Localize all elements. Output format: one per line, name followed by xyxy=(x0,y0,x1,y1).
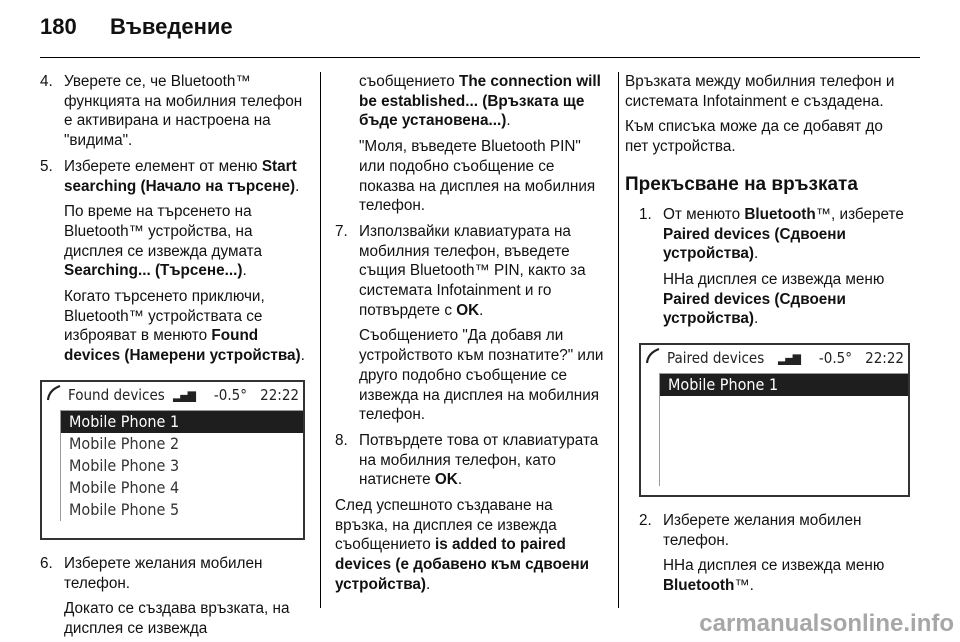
page-header xyxy=(40,12,233,42)
device-item[interactable]: Mobile Phone 4 xyxy=(69,477,180,497)
column-1 xyxy=(40,72,305,639)
step-7: 7. Използвайки клавиатурата на мобилния телефон, въведете същия Bluetooth™ PIN, както за системата Infotainment и го потвърдете с OK. xyxy=(335,222,586,319)
signal-strength-icon: ▂▄▆ xyxy=(173,387,195,402)
paragraph: По време на търсенето на Bluetooth™ устройства, на дисплея се извежда думата Searching... (Търсене...). xyxy=(64,203,262,280)
paired-devices-screen xyxy=(639,343,910,497)
phone-handset-icon xyxy=(645,347,667,371)
paragraph: съобщението The connection will be established... (Връзката ще бъде установена...). xyxy=(359,73,601,130)
column-3 xyxy=(625,72,910,596)
device-list xyxy=(659,373,908,486)
paragraph: Докато се създава връзката, на дисплея се извежда xyxy=(64,600,290,637)
device-item[interactable]: Mobile Phone 1 xyxy=(660,374,908,396)
column-divider xyxy=(320,72,321,608)
device-item[interactable]: Mobile Phone 2 xyxy=(69,433,180,453)
clock: 22:22 xyxy=(260,385,299,404)
paragraph: Когато търсенето приключи, Bluetooth™ устройствата се изброяват в менюто Found devices (Намерени устройства). xyxy=(64,288,305,365)
paragraph: ННа дисплея се извежда меню Bluetooth™. xyxy=(663,557,885,595)
phone-handset-icon xyxy=(46,384,68,408)
step-8: 8. Потвърдете това от клавиатурата на мобилния телефон, като натиснете OK. xyxy=(335,431,599,489)
step-2: 2. Изберете желания мобилен телефон. xyxy=(639,512,862,549)
step-6: 6. Изберете желания мобилен телефон. xyxy=(40,554,263,592)
watermark: carmanualsonline.info xyxy=(699,610,954,637)
page-number: 180 xyxy=(40,14,77,39)
clock: 22:22 xyxy=(865,349,904,368)
step-5: 5. Изберете елемент от меню Start searching (Начало на търсене). xyxy=(40,157,300,195)
device-list xyxy=(60,410,303,521)
step-1: 1. От менюто Bluetooth™, изберете Paired devices (Сдвоени устройства). xyxy=(639,205,904,263)
header-divider xyxy=(40,57,920,58)
section-heading: Прекъсване на връзката xyxy=(625,173,858,195)
column-divider xyxy=(618,72,619,608)
paragraph: Съобщението "Да добавя ли устройството към познатите?" или друго подобно съобщение се извежда на дисплея на мобилния телефон. xyxy=(359,327,604,424)
found-devices-screen xyxy=(40,380,305,540)
column-2 xyxy=(335,72,605,595)
device-item[interactable]: Mobile Phone 3 xyxy=(69,455,180,475)
temperature: -0.5° xyxy=(818,349,852,368)
paragraph: "Моля, въведете Bluetooth PIN" или подобно съобщение се показва на дисплея на мобилния телефон. xyxy=(359,138,596,215)
menu-item-ref: Start searching (Начало на търсене) xyxy=(64,157,297,195)
paragraph: ННа дисплея се извежда меню Paired devices (Сдвоени устройства). xyxy=(663,270,885,328)
paragraph: Към списъка може да се добавят до пет устройства. xyxy=(625,118,883,156)
chapter-title: Въведение xyxy=(110,14,233,39)
screen-title: Paired devices xyxy=(667,349,765,368)
device-item[interactable]: Mobile Phone 5 xyxy=(69,499,180,519)
paragraph: Връзката между мобилния телефон и системата Infotainment е създадена. xyxy=(625,73,895,110)
temperature: -0.5° xyxy=(213,385,247,404)
screen-title: Found devices xyxy=(68,385,165,404)
step-4: 4. Уверете се, че Bluetooth™ функцията на мобилния телефон е активирана и настроена на "видима". xyxy=(40,73,303,150)
paragraph: След успешното създаване на връзка, на дисплея се извежда съобщението is added to paired devices (е добавено към сдвоени устройства). xyxy=(335,497,590,593)
signal-strength-icon: ▂▄▆ xyxy=(778,351,800,366)
device-item[interactable]: Mobile Phone 1 xyxy=(61,411,303,433)
